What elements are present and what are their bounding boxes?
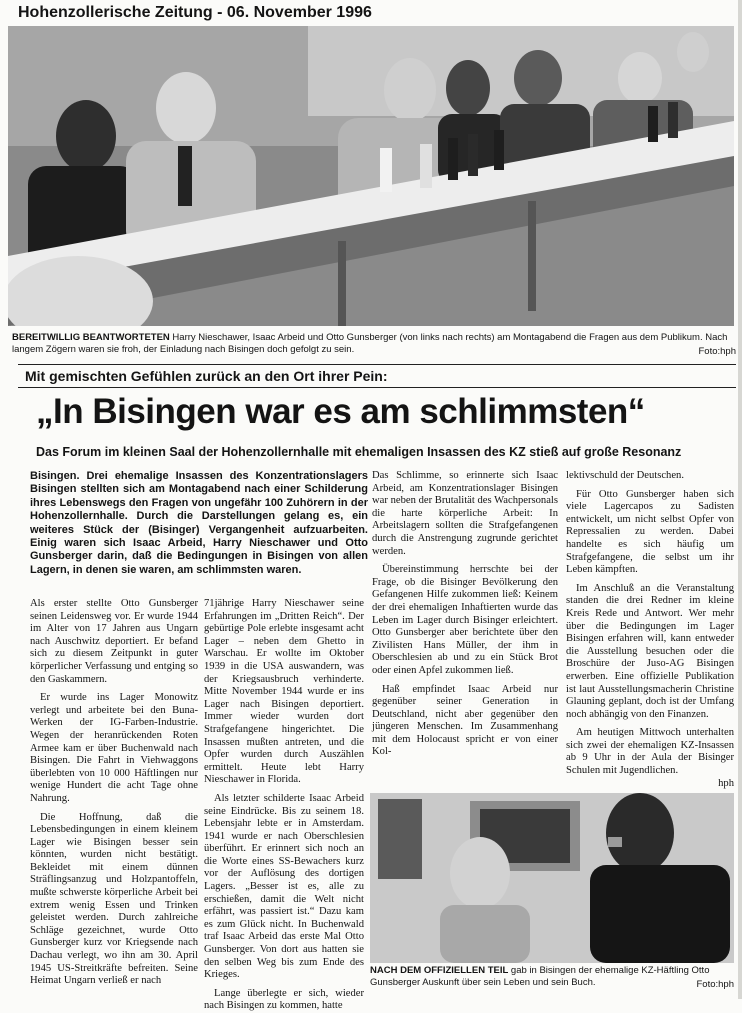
col3-paragraph: Das Schlimme, so erinnerte sich Isaac Arbeid, am Konzentrationslager Bisingen war neben der Brutalität des Wachpersonals die harte körperliche Arbeit: In Arbeitslagern sollten die Strafgefangenen durch die Anstrengung zugrunde gerichtet werden. <box>372 470 558 557</box>
lead-paragraph: Bisingen. Drei ehemalige Insassen des Konzentrationslagers Bisingen stellten sich am Montagabend nach einer Schilderung ihres Lebenswegs den Fragen von ungefähr 100 Zuhörern in der Hohenzollernhalle. Durch die Darstellungen gelang es, ein weiteres Stück der (Bisinger) Vergangenheit aufzuarbeiten. Einig waren sich Isaac Arbeid, Harry Nieschawer und Otto Gunsberger darin, daß die Bedingungen in Bisingen von allen Lagern, in denen sie waren, am schlimmsten waren. <box>30 470 368 576</box>
author-signature: hph <box>718 777 734 789</box>
top-photo <box>8 26 734 326</box>
col2-paragraph: Lange überlegte er sich, wieder nach Bisingen zu kommen, hatte <box>204 987 364 1012</box>
bottom-photo-caption <box>370 965 734 991</box>
col1-paragraph: Als erster stellte Otto Gunsberger seinen Leidensweg vor. Er wurde 1944 im Alter von 17 Jahren aus Ungarn nach Auschwitz deportiert. Er befand sich zu diesem Zeitpunkt in guter körperlicher Verfassung und entging so den Gaskammern. <box>30 598 198 685</box>
col4-paragraph: lektivschuld der Deutschen. <box>566 470 684 481</box>
col4-paragraph: Am heutigen Mittwoch unterhalten sich zwei der ehemaligen KZ-Insassen ab 9 Uhr in der Aula der Bisinger Schulen mit Jugendlichen. <box>566 727 734 777</box>
kicker-rule-bottom <box>18 387 736 388</box>
col1-paragraph: Die Hoffnung, daß die Lebensbedingungen in einem kleinem Lager wie Bisingen besser sein könnten, wurden nicht bestätigt. Bekleidet mit einem dünnen Sträflingsanzug und Holzpantoffeln, mußte schwerste körperliche Arbeit bei extrem wenig Essen und Trinken geleistet werden. Durch zahlreiche Schläge gezeichnet, wurde Otto Gunsberger kurz vor Kriegsende nach Dachau verlegt, wo ihn am 30. April 1945 US-Streitkräfte befreiten. Seine Heimat Ungarn verließ er nach <box>30 811 198 987</box>
col3-paragraph: Übereinstimmung herrschte bei der Frage, ob die Bisinger Bevölkerung den Gefangenen Hilfe zukommen ließ: Keinem der drei ehemaligen Inhaftierten wurde das Leben im Lager durch Bisinger erleichtert. Otto Gunsberger aber berichtete über den Zivilisten Hans Müller, der ihm in Oberschlesien ab und zu ein Stück Brot oder einen Apfel zukommen ließ. <box>372 564 558 676</box>
bottom-photo <box>370 793 734 963</box>
exhibition-photo <box>370 793 734 963</box>
bottom-caption-lead: NACH DEM OFFIZIELLEN TEIL <box>370 965 509 976</box>
col2-paragraph: 71jährige Harry Nieschawer seine Erfahrungen im „Dritten Reich“. Der gebürtige Pole erlebte insgesamt acht Lager – neben dem Ghetto in Warschau. Er wollte im Oktober 1939 in die USA auswandern, was der Kriegsausbruch verhinderte. Mitte November 1944 wurde er ins Lager nach Bisingen deportiert. Immer wieder wurden dort Strafgefangene hingerichtet. Die Insassen mußten antreten, und die Opfer wurden durch Auszählen ermittelt. Heute lebt Harry Nieschawer in Florida. <box>204 598 364 786</box>
top-caption-lead: BEREITWILLIG BEANTWORTETEN <box>12 332 170 343</box>
page-edge <box>738 0 742 999</box>
subhead: Das Forum im kleinen Saal der Hohenzollernhalle mit ehemaligen Insassen des KZ stieß auf große Resonanz <box>36 445 682 459</box>
col2-paragraph: Als letzter schilderte Isaac Arbeid seine Eindrücke. Bis zu seinem 18. Lebensjahr lebte er in Amsterdam. 1941 wurde er nach Oberschlesien überführt. Er erinnert sich noch an die Worte eines SS-Bewachers kurz vor der Auflösung des dortigen Lagers. „Besser ist es, alle zu erschießen, damit die Welt nicht erfährt, was passiert ist.“ Dazu kam es zum Glück nicht. In Buchenwald traf Isaac Arbeid das erste Mal Otto Gunsberger. Von dort aus hatten sie den selben Weg bis zum Ende des Krieges. <box>204 792 364 981</box>
headline: „In Bisingen war es am schlimmsten“ <box>36 392 645 431</box>
bottom-caption-credit: Foto:hph <box>696 979 734 990</box>
top-photo-caption <box>12 332 736 358</box>
panel-discussion-photo <box>8 26 734 326</box>
bottom-caption-text: gab in Bisingen der ehemalige KZ-Häftling Otto Gunsberger Auskunft über sein Leben und sein Buch. <box>370 965 710 988</box>
masthead: Hohenzollerische Zeitung - 06. November 1996 <box>18 4 372 21</box>
kicker-rule-top <box>18 364 736 365</box>
article-column-3 <box>372 470 558 792</box>
top-caption-text: Harry Nieschawer, Isaac Arbeid und Otto Gunsberger (von links nach rechts) am Montagabend die Fragen aus dem Publikum. Nach langem Zögern waren sie froh, der Einladung nach Bisingen doch gefolgt zu sein. <box>12 332 728 355</box>
article-column-2 <box>204 598 364 1012</box>
article-column-4 <box>566 470 734 792</box>
col4-paragraph: Für Otto Gunsberger haben sich viele Lagercapos zu Sadisten entwickelt, um nicht selbst Opfer von Repressalien zu werden. Dabei handelte es sich häufig um Strafgefangene, die selbst um ihr Leben kämpften. <box>566 488 734 576</box>
top-caption-credit: Foto:hph <box>698 346 736 357</box>
col3-paragraph: Haß empfindet Isaac Arbeid nur gegenüber seiner Generation in Deutschland, nicht aber gegenüber den jüngeren Menschen. Im Zusammenhang mit dem Holocaust spricht er von einer Kol- <box>372 683 558 758</box>
article-column-1 <box>30 598 198 996</box>
kicker: Mit gemischten Gefühlen zurück an den Ort ihrer Pein: <box>25 368 388 384</box>
col1-paragraph: Er wurde ins Lager Monowitz verlegt und arbeitete bei den Buna-Werken der IG-Farben-Industrie. Wegen der heranrückenden Roten Armee kam er über Buchenwald nach Bisingen. Die Fahrt in Viehwaggons überlebten von 10 000 Häftlingen nur wenige Hundert die acht Tage ohne Nahrung. <box>30 692 198 804</box>
col4-paragraph: Im Anschluß an die Veranstaltung standen die drei Redner im kleine Kreis Rede und Antwort. Wer mehr über die Bedingungen im Lager Bisingen erfahren will, kann entweder die Ausstellung besuchen oder die Broschüre der Juso-AG Bisingen erwerben. Eine offizielle Publikation ist laut Ausstellungsmacherin Christine Glauning geplant, doch ist der Umfang noch abhängig von den Finanzen. <box>566 582 734 720</box>
